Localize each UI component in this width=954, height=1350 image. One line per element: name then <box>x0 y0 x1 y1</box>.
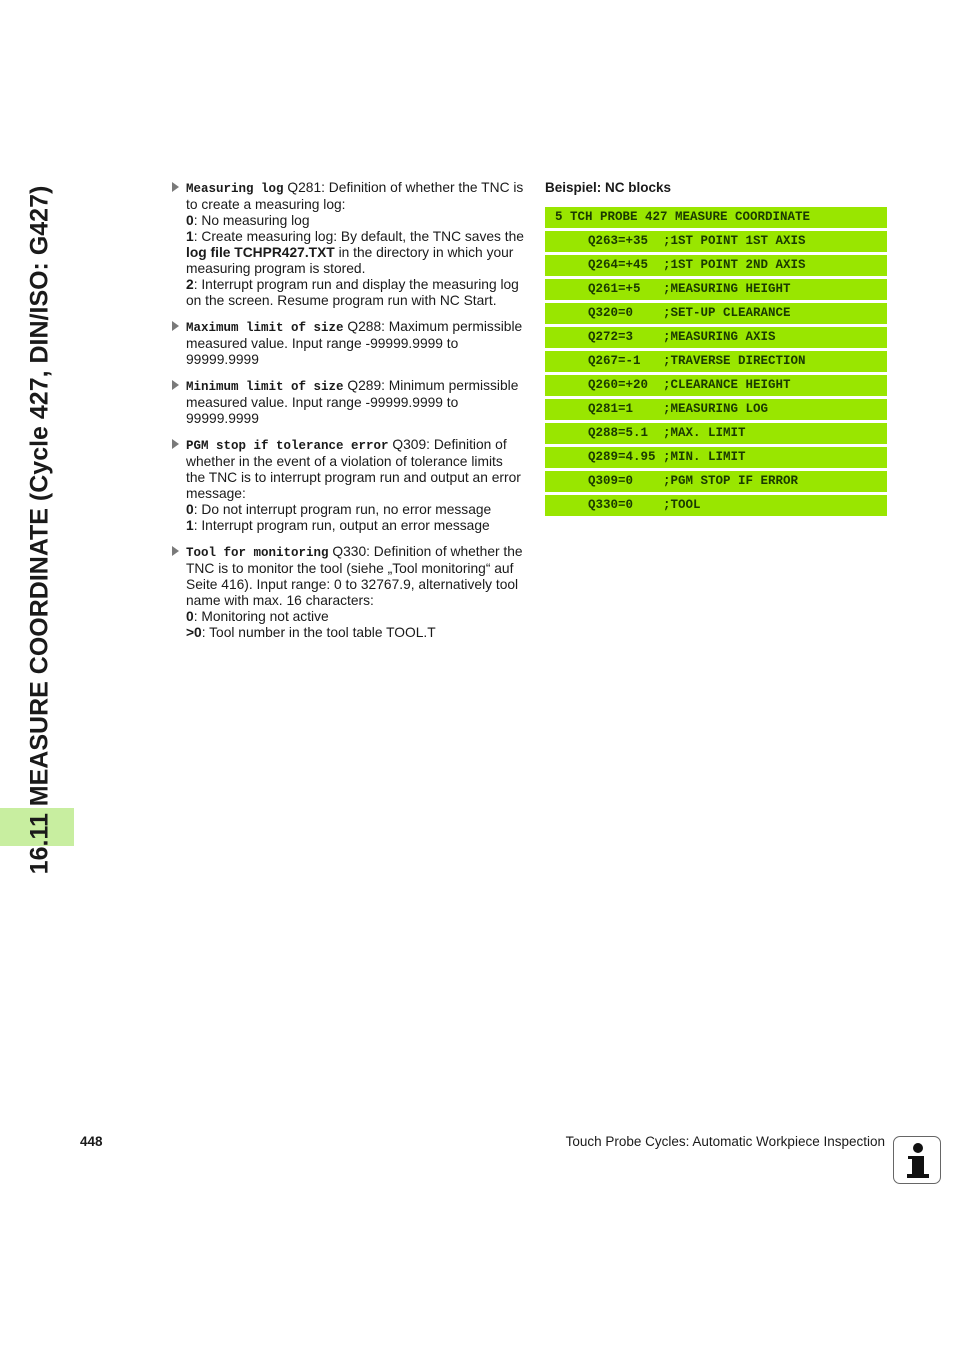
parameter-list <box>172 180 524 651</box>
param-q288 <box>172 319 524 368</box>
bullet-arrow-icon <box>172 380 179 390</box>
option-text: : Interrupt program run and display the measuring log on the screen. Resume program run with NC Start. <box>186 277 519 308</box>
chapter-title-text: 16.11 MEASURE COORDINATE (Cycle 427, DIN/ISO: G427) <box>25 185 54 875</box>
option-text: : Create measuring log: By default, the TNC saves the <box>193 229 524 244</box>
param-keyword: Minimum limit of size <box>186 380 344 394</box>
option-text: in the directory in which your measuring program is stored. <box>186 245 514 276</box>
param-q309 <box>172 437 524 534</box>
param-q-number: Q330 <box>332 544 367 559</box>
param-q-number: Q289 <box>347 378 382 393</box>
option-value: 1 <box>186 518 194 533</box>
option-value: 2 <box>186 277 194 292</box>
option-text: : Do not interrupt program run, no error message <box>193 502 492 517</box>
param-keyword: Tool for monitoring <box>186 546 329 560</box>
bullet-arrow-icon <box>172 439 179 449</box>
nc-block-line: Q289=4.95 ;MIN. LIMIT <box>545 447 887 468</box>
param-intro: : Definition of whether the TNC is to monitor the tool (siehe „Tool monitoring“ auf Seite 416). Input range: 0 to 32767.9, alternatively tool name with max. 16 characters: <box>186 544 523 608</box>
bullet-arrow-icon <box>172 321 179 331</box>
param-keyword: Maximum limit of size <box>186 321 344 335</box>
page-number: 448 <box>80 1134 103 1149</box>
nc-block-line: Q267=-1 ;TRAVERSE DIRECTION <box>545 351 887 372</box>
bullet-arrow-icon <box>172 182 179 192</box>
nc-block-line: Q263=+35 ;1ST POINT 1ST AXIS <box>545 231 887 252</box>
option-text: : Tool number in the tool table TOOL.T <box>201 625 436 640</box>
param-intro: : Definition of whether in the event of a violation of tolerance limits the TNC is to interrupt program run and output an error message: <box>186 437 521 501</box>
option-value: >0 <box>186 625 202 640</box>
option-text: : Monitoring not active <box>193 609 329 624</box>
option-value: 0 <box>186 609 194 624</box>
example-heading: Beispiel: NC blocks <box>545 180 672 195</box>
footer-title: Touch Probe Cycles: Automatic Workpiece Inspection <box>565 1134 885 1149</box>
param-q-number: Q309 <box>392 437 427 452</box>
option-value: 0 <box>186 213 194 228</box>
param-q289 <box>172 378 524 427</box>
param-intro: : Definition of whether the TNC is to create a measuring log: <box>186 180 524 212</box>
nc-block-line: Q288=5.1 ;MAX. LIMIT <box>545 423 887 444</box>
chapter-side-title <box>20 180 60 880</box>
param-text: : Minimum permissible measured value. Input range -99999.9999 to 99999.9999 <box>186 378 519 426</box>
nc-block-line: Q320=0 ;SET-UP CLEARANCE <box>545 303 887 324</box>
param-q-number: Q281 <box>287 180 322 195</box>
option-text: : Interrupt program run, output an error message <box>193 518 490 533</box>
nc-block-line: Q272=3 ;MEASURING AXIS <box>545 327 887 348</box>
param-text: : Maximum permissible measured value. Input range -99999.9999 to 99999.9999 <box>186 319 523 367</box>
nc-block-line: Q330=0 ;TOOL <box>545 495 887 516</box>
option-value: 1 <box>186 229 194 244</box>
nc-block-line: Q264=+45 ;1ST POINT 2ND AXIS <box>545 255 887 276</box>
nc-block-line: 5 TCH PROBE 427 MEASURE COORDINATE <box>545 207 887 228</box>
nc-block-line: Q260=+20 ;CLEARANCE HEIGHT <box>545 375 887 396</box>
log-file-name: log file TCHPR427.TXT <box>186 245 335 260</box>
bullet-arrow-icon <box>172 546 179 556</box>
nc-block-line: Q261=+5 ;MEASURING HEIGHT <box>545 279 887 300</box>
info-icon <box>893 1136 941 1184</box>
param-q330 <box>172 544 524 641</box>
option-value: 0 <box>186 502 194 517</box>
option-text: : No measuring log <box>193 213 310 228</box>
nc-example <box>545 180 887 519</box>
nc-block-line: Q281=1 ;MEASURING LOG <box>545 399 887 420</box>
param-keyword: PGM stop if tolerance error <box>186 439 389 453</box>
param-q281 <box>172 180 524 309</box>
param-q-number: Q288 <box>347 319 382 334</box>
nc-block-line: Q309=0 ;PGM STOP IF ERROR <box>545 471 887 492</box>
param-keyword: Measuring log <box>186 182 284 196</box>
